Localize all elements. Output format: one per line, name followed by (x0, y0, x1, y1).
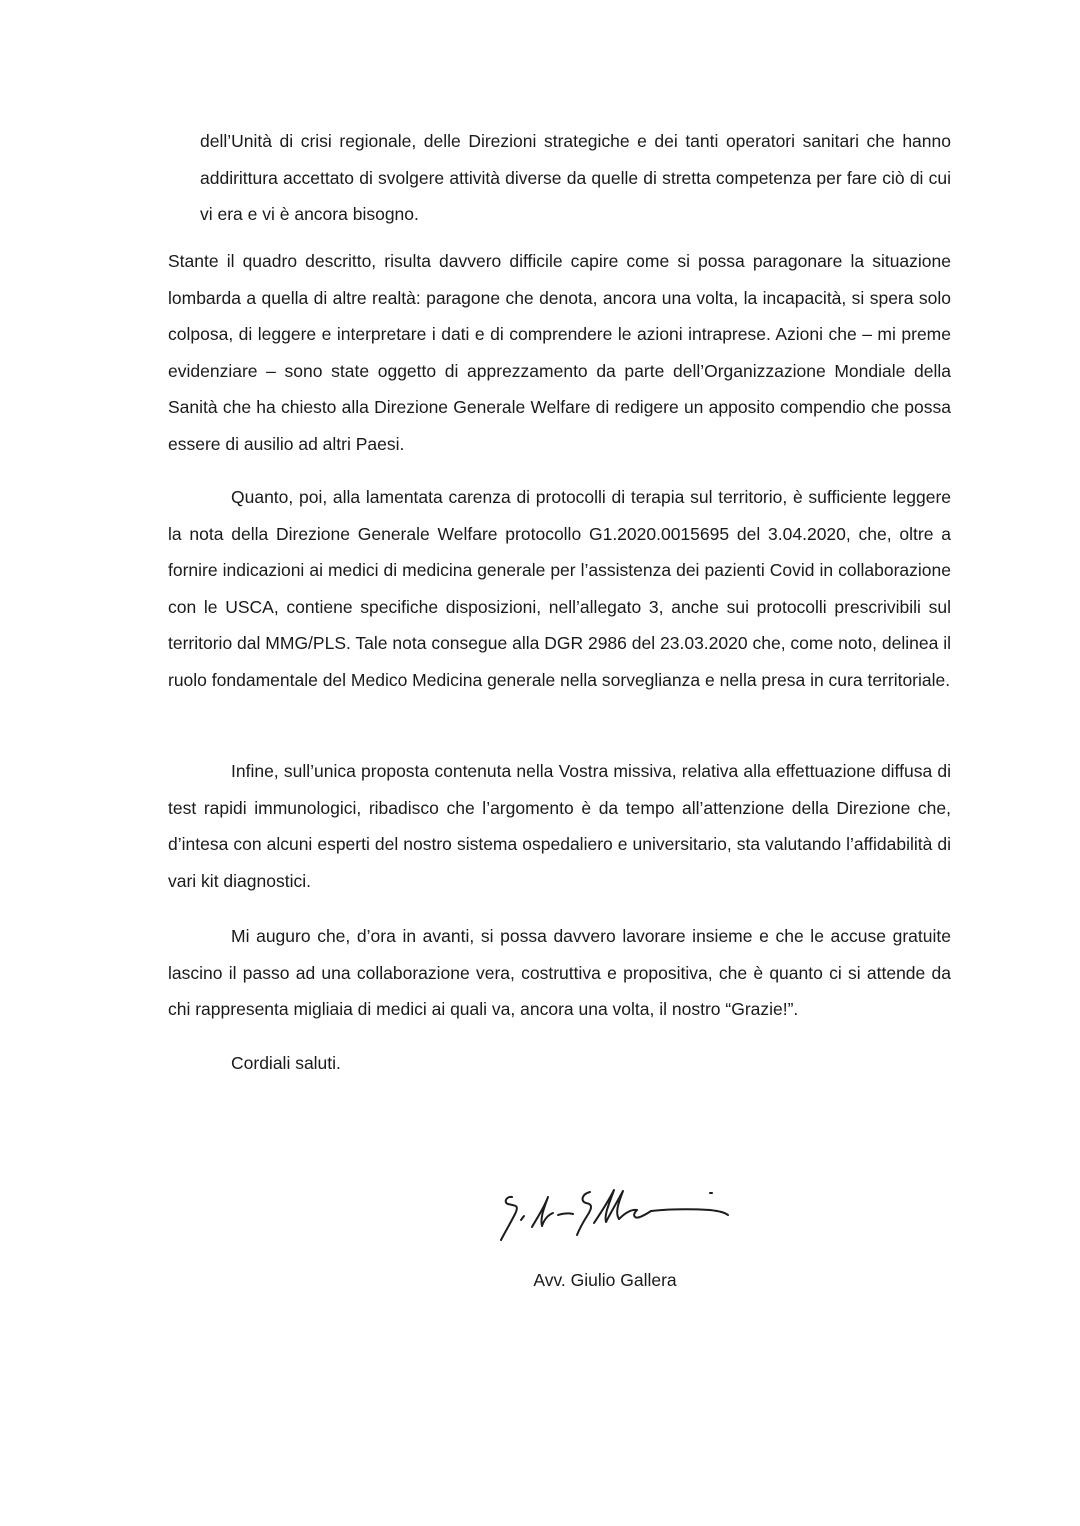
paragraph-comparison: Stante il quadro descritto, risulta davvero difficile capire come si possa paragonare la situazione lombarda a quella di altre realtà: paragone che denota, ancora una volta, la incapacità, si spera solo colposa, di leggere e interpretare i dati e di comprendere le azioni intraprese. Azioni che – mi preme evidenziare – sono state oggetto di apprezzamento da parte dell’Organizzazione Mondiale della Sanità che ha chiesto alla Direzione Generale Welfare di redigere un apposito compendio che possa essere di ausilio ad altri Paesi. (168, 251, 951, 454)
paragraph-protocols: Quanto, poi, alla lamentata carenza di protocolli di terapia sul territorio, è sufficiente leggere la nota della Direzione Generale Welfare protocollo G1.2020.0015695 del 3.04.2020, che, oltre a fornire indicazioni ai medici di medicina generale per l’assistenza dei pazienti Covid in collaborazione con le USCA, contiene specifiche disposizioni, nell’allegato 3, anche sui protocolli prescrivibili sul territorio dal MMG/PLS. Tale nota consegue alla DGR 2986 del 23.03.2020 che, come noto, delinea il ruolo fondamentale del Medico Medicina generale nella sorveglianza e nella presa in cura territoriale. (168, 487, 951, 690)
paragraph-continuation: dell’Unità di crisi regionale, delle Direzioni strategiche e dei tanti operatori sanitari che hanno addirittura accettato di svolgere attività diverse da quelle di stretta competenza per fare ciò di cui vi era e vi è ancora bisogno. (200, 131, 951, 225)
paragraph-rapid-tests: Infine, sull’unica proposta contenuta nella Vostra missiva, relativa alla effettuazione diffusa di test rapidi immunologici, ribadisco che l’argomento è da tempo all’attenzione della Direzione che, d’intesa con alcuni esperti del nostro sistema ospedaliero e universitario, sta valutando l’affidabilità di vari kit diagnostici. (168, 761, 951, 891)
closing-greeting: Cordiali saluti. (231, 1053, 341, 1073)
paragraph-collaboration: Mi auguro che, d’ora in avanti, si possa davvero lavorare insieme e che le accuse gratuite lascino il passo ad una collaborazione vera, costruttiva e propositiva, che è quanto ci si attende da chi rappresenta migliaia di medici ai quali va, ancora una volta, il nostro “Grazie!”. (168, 926, 951, 1020)
signer-name: Avv. Giulio Gallera (533, 1270, 677, 1290)
handwritten-signature (498, 1182, 734, 1246)
